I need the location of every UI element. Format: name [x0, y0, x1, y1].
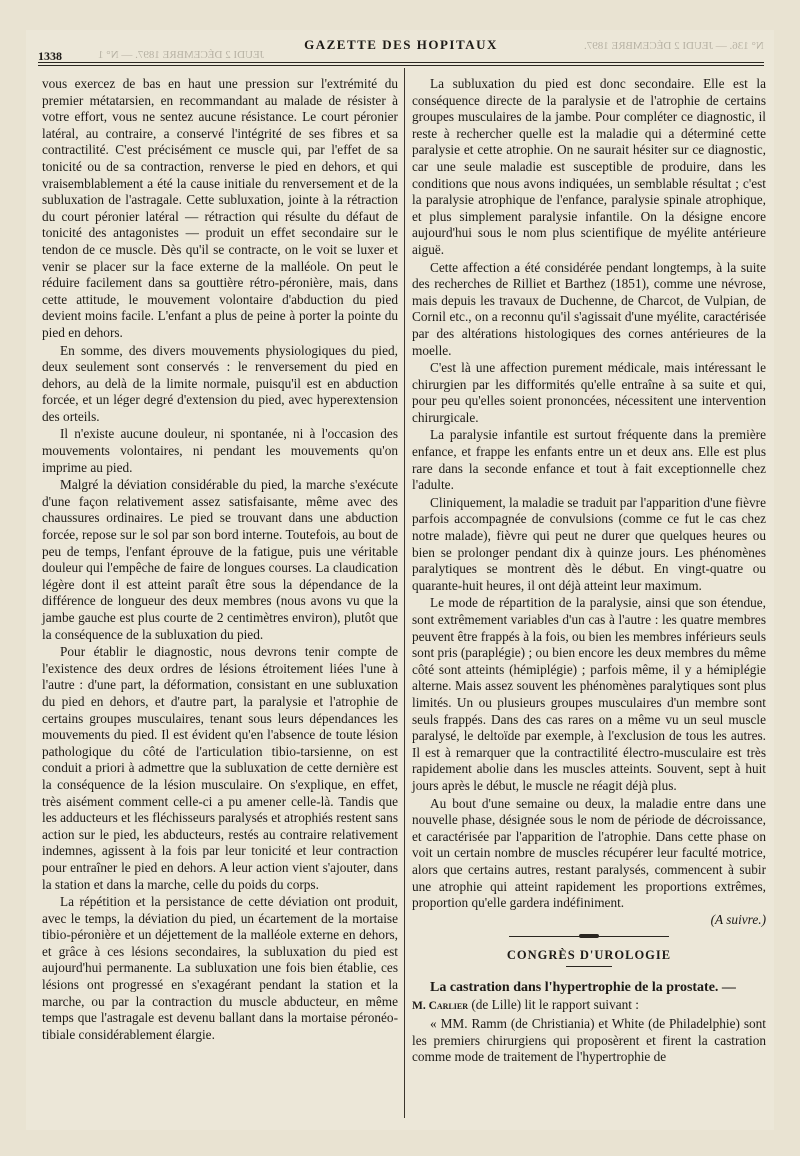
- speaker-name: M. Carlier: [412, 1000, 469, 1013]
- article-separator: [509, 936, 669, 937]
- column-divider: [404, 68, 405, 1118]
- paragraph: Cliniquement, la maladie se traduit par l'apparition d'une fièvre parfois accompagnée de convulsions (comme ce fut le cas chez notre malade), fièvre qui peut ne durer que quelques heures ou bien se prolonger pendant dix à quinze jours. Les phénomènes paralytiques se montrent dès le début. En vingt-quatre ou quarante-huit heures, il ont déjà atteint leur maximum.: [412, 494, 766, 593]
- show-through-text-right: N° 136. — JEUDI 2 DÉCEMBRE 1897.: [584, 40, 764, 52]
- page-header: [38, 37, 764, 63]
- paragraph: Le mode de répartition de la paralysie, ainsi que son étendue, sont extrêmement variables d'un cas à l'autre : les quatre membres peuvent être frappés à la fois, ou bien les membres inférieurs seuls sont pris (paraplégie) ; ou bien encore les deux membres du même côté sont atteints (hémiplégie) ; parfois même, il y a hémiplégie alterne. Mais assez souvent les phénomènes paralytiques sont plus limités. Un ou plusieurs groupes musculaires d'un membre sont seuls frappés. Dans des cas rares on a même vu un seul muscle paralysé, le deltoïde par exemple, à l'exclusion de tous les autres. Il est à remarquer que la contractilité électro-musculaire est très rapidement abolie dans les muscles atteints. Souvent, sept à huit jours après le début, le muscle ne réagit déjà plus.: [412, 595, 766, 793]
- paragraph: Au bout d'une semaine ou deux, la maladie entre dans une nouvelle phase, désignée sous le nom de période de décroissance, et caractérisée par l'apparition de l'atrophie. Dans cette phase on voit un certain nombre de muscles récupérer leur faculté motrice, alors que certains autres, restant paralysés, commencent à subir une atrophie qui atteint rapidement les proportions extrêmes, proportion qu'elle gardera indéfiniment.: [412, 795, 766, 911]
- paragraph: En somme, des divers mouvements physiologiques du pied, deux seulement sont conservés : le renversement du pied en dehors, au delà de la limite normale, puisqu'il est en abduction forcée, et un léger degré d'extension du pied, avec hyperextension des orteils.: [42, 342, 398, 424]
- header-rule: [38, 62, 764, 66]
- left-column: [42, 76, 398, 1043]
- paragraph: La paralysie infantile est surtout fréquente dans la première enfance, et frappe les enfants entre un et deux ans. Elle est plus rare dans la seconde enfance et tout à fait exceptionnelle chez l'adulte.: [412, 427, 766, 493]
- paragraph: Malgré la déviation considérable du pied, la marche s'exécute d'une façon relativement assez satisfaisante, même avec des chaussures ordinaires. Le pied se trouvant dans une abduction forcée, repose sur le sol par son bord interne. Toutefois, au bout de peu de temps, l'enfant éprouve de la fatigue, puis une véritable douleur qui l'empêche de faire de longues courses. La claudication légère dont il est atteint paraît être sous la dépendance de la différence de longueur des deux membres (nous avons vu que la jambe gauche est plus courte de 2 centimètres environ), plutôt que la conséquence de la subluxation du pied.: [42, 477, 398, 642]
- article-subhead: La castration dans l'hypertrophie de la prostate. —: [430, 979, 736, 995]
- to-be-continued: (A suivre.): [710, 911, 766, 927]
- journal-title: GAZETTE DES HOPITAUX: [304, 37, 498, 52]
- section-title: CONGRÈS D'UROLOGIE: [506, 948, 672, 963]
- paragraph: Cette affection a été considérée pendant longtemps, à la suite des recherches de Rilliet et Barthez (1851), comme une névrose, mais depuis les travaux de Duchenne, de Charcot, de Vulpian, de Cornil etc., on a reconnu qu'il s'agissait d'une myélite, caractérisée par des altérations histologiques des cornes antérieures de la moelle.: [412, 259, 766, 358]
- paragraph: La subluxation du pied est donc secondaire. Elle est la conséquence directe de la paralysie et de l'atrophie de certains groupes musculaires de la jambe. Pour compléter ce diagnostic, il reste à rechercher quelle est la maladie qui a déterminé cette paralysie et cette atrophie. On ne saurait hésiter sur ce diagnostic, car une seule maladie est susceptible de produire, dans les conditions que nous avons indiquées, un semblable résultat ; c'est la paralysie atrophique de l'enfance, paralysie spinale atrophique, et plus simplement paralysie infantile. On la désigne encore aujourd'hui sous le nom plus scientifique de myélite antérieure aiguë.: [412, 76, 766, 257]
- paragraph: vous exercez de bas en haut une pression sur l'extrémité du premier métatarsien, en recommandant au malade de résister à votre effort, vous ne sentez aucune résistance. Le court péronier latéral, au contraire, a conservé l'intégrité de ses fibres et sa contractilité. C'est précisément ce muscle qui, par l'effet de sa tonicité ou de sa contraction, renverse le pied en dehors, et qui vraisemblablement a été la cause initiale du renversement et de la subluxation de l'astragale. Cette subluxation, jointe à la rétraction du court péronier latéral — rétraction qui résulte du défaut de tonicité des antagonistes — produit un effet secondaire sur le tendon de ce muscle. Dès qu'il se contracte, on le voit se luxer et venir se placer sur la face externe de la malléole. On peut le réduire facilement dans sa gouttière rétro-péronière, mais, dans cette attitude, le mouvement volontaire d'abduction du pied devient moins facile. L'enfant a plus de peine à porter la pointe du pied en dehors.: [42, 76, 398, 340]
- right-column: [412, 76, 766, 1066]
- paragraph: Pour établir le diagnostic, nous devrons tenir compte de l'existence des deux ordres de lésions étroitement liées l'une à l'autre : d'une part, la déformation, consistant en une subluxation du pied en dehors, et d'autre part, la paralysie et l'atrophie de certains groupes musculaires, tenant sous leurs dépendances les mouvements du pied. Il est évident qu'en l'absence de toute lésion pathologique du côté de l'articulation tibio-tarsienne, on est conduit a priori à admettre que la subluxation de cette dernière est la conséquence de la lésion musculaire. On s'explique, en effet, très aisément comment celle-ci a pu amener celle-là. Tandis que les adducteurs et les fléchisseurs paralysés et atrophiés restent sans action sur le pied, les abducteurs, restés au contraire relativement indemnes, agissent à la fois par leur tonicité et leur contraction pour entraîner le pied en dehors. A leur action vient s'ajouter, dans la station et dans la marche, celle du poids du corps.: [42, 644, 398, 892]
- section-rule: [566, 966, 612, 967]
- paragraph: La répétition et la persistance de cette déviation ont produit, avec le temps, la déviation du pied, un écartement de la mortaise tibio-péronière et un déjettement de la malléole externe en dehors, et grâce à ces lésions secondaires, la subluxation du pied est aujourd'hui permanente. La subluxation une fois bien établie, ces lésions ont progressé en s'exagérant pendant la station et la marche, ou par la contraction du muscle abducteur, en même temps que l'astragale est devenu ballant dans la mortaise péronéo-tibiale considérablement élargie.: [42, 894, 398, 1042]
- paragraph: C'est là une affection purement médicale, mais intéressant le chirurgien par les difformités qu'elle entraîne à sa suite et qui, pour peu qu'elles soient prononcées, nécessitent une intervention chirurgicale.: [412, 360, 766, 425]
- quote-paragraph: « MM. Ramm (de Christiania) et White (de Philadelphie) sont les premiers chirurgiens qui proposèrent et firent la castration comme mode de traitement de l'hypertrophie de: [412, 1016, 766, 1065]
- show-through-text-left: JEUDI 2 DÉCEMBRE 1897. — N° 1: [98, 49, 265, 61]
- speaker-intro: (de Lille) lit le rapport suivant :: [471, 997, 639, 1013]
- page-number: 1338: [38, 49, 62, 63]
- paragraph: Il n'existe aucune douleur, ni spontanée, ni à l'occasion des mouvements volontaires, ni pendant les mouvements qu'on imprime au pied.: [42, 426, 398, 475]
